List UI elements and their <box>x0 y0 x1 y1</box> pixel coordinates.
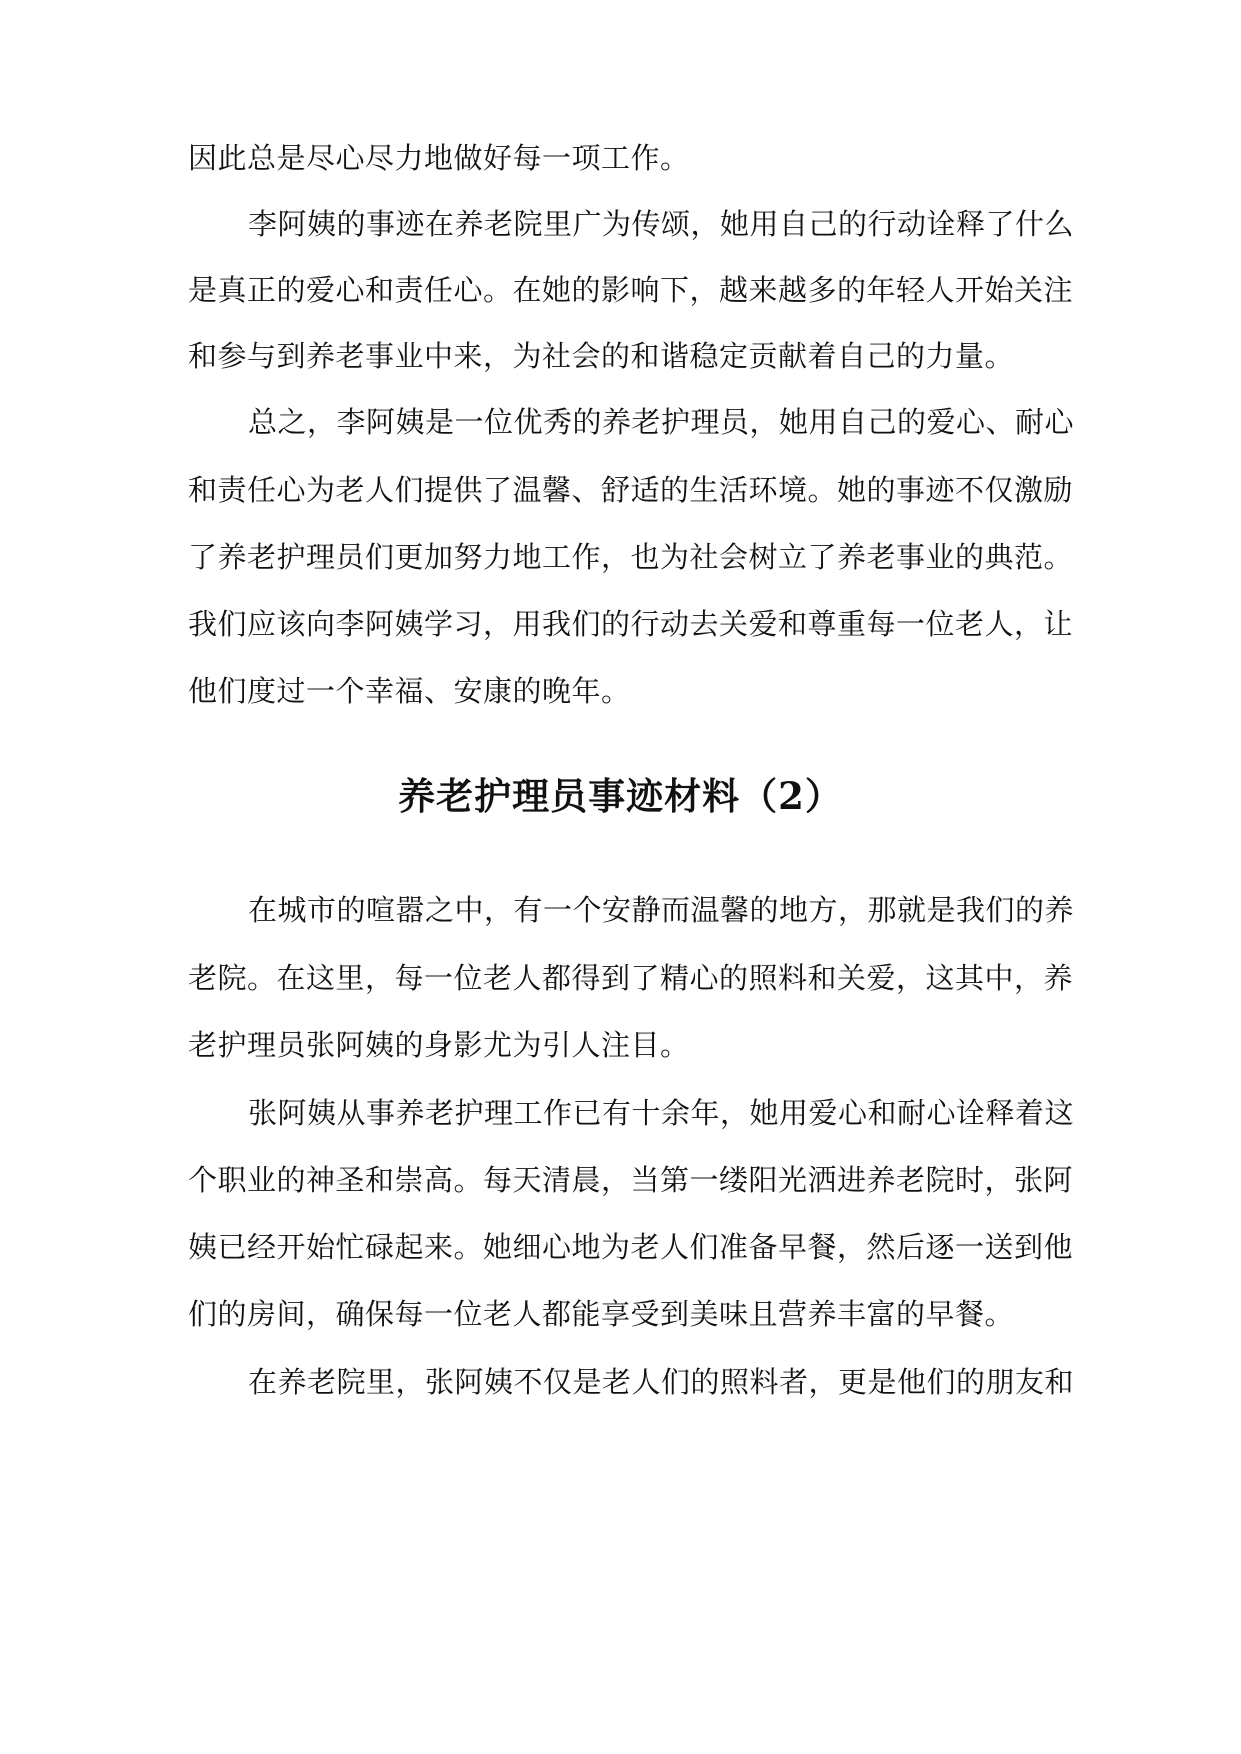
text-line: 老护理员张阿姨的身影尤为引人注目。 <box>188 1028 690 1062</box>
text-line: 他们度过一个幸福、安康的晚年。 <box>188 674 631 708</box>
text-line: 和责任心为老人们提供了温馨、舒适的生活环境。她的事迹不仅激励 <box>188 473 1074 507</box>
text-line: 和参与到养老事业中来，为社会的和谐稳定贡献着自己的力量。 <box>188 339 1015 373</box>
text-line: 们的房间，确保每一位老人都能享受到美味且营养丰富的早餐。 <box>188 1297 1015 1331</box>
text-line: 姨已经开始忙碌起来。她细心地为老人们准备早餐，然后逐一送到他 <box>188 1230 1074 1264</box>
text-line: 个职业的神圣和崇高。每天清晨，当第一缕阳光洒进养老院时，张阿 <box>188 1163 1074 1197</box>
text-line: 在城市的喧嚣之中，有一个安静而温馨的地方，那就是我们的养 <box>248 893 1075 927</box>
text-line: 老院。在这里，每一位老人都得到了精心的照料和关爱，这其中，养 <box>188 961 1074 995</box>
text-line: 李阿姨的事迹在养老院里广为传颂，她用自己的行动诠释了什么 <box>248 207 1075 241</box>
text-line: 张阿姨从事养老护理工作已有十余年，她用爱心和耐心诠释着这 <box>248 1096 1075 1130</box>
text-line: 总之，李阿姨是一位优秀的养老护理员，她用自己的爱心、耐心 <box>248 405 1075 439</box>
text-line: 是真正的爱心和责任心。在她的影响下，越来越多的年轻人开始关注 <box>188 273 1074 307</box>
section-heading: 养老护理员事迹材料（2） <box>398 774 843 818</box>
text-line: 在养老院里，张阿姨不仅是老人们的照料者，更是他们的朋友和 <box>248 1365 1075 1399</box>
text-line: 我们应该向李阿姨学习，用我们的行动去关爱和尊重每一位老人，让 <box>188 607 1074 641</box>
text-line: 因此总是尽心尽力地做好每一项工作。 <box>188 141 690 175</box>
text-line: 了养老护理员们更加努力地工作，也为社会树立了养老事业的典范。 <box>188 540 1074 574</box>
